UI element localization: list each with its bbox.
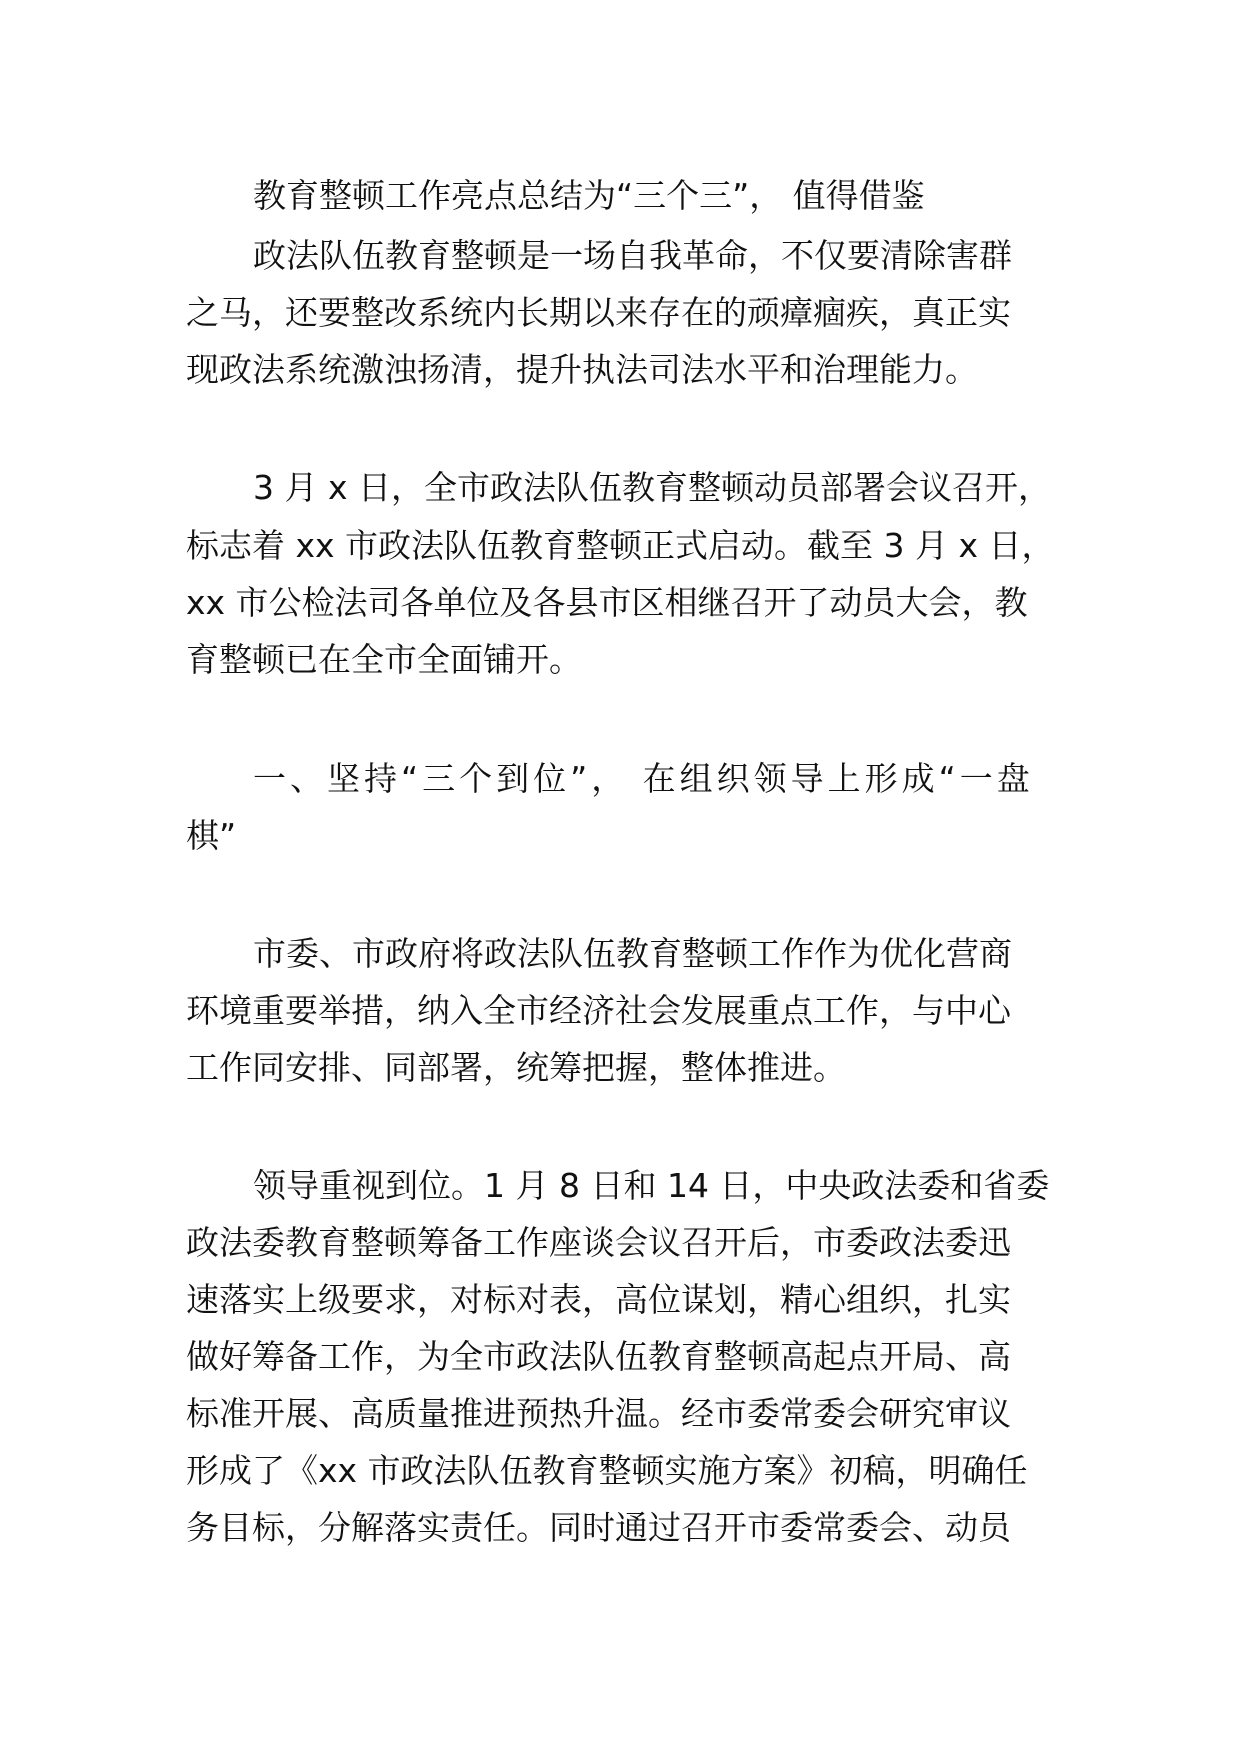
paragraph-line: 工作同安排、同部署，统筹把握，整体推进。 [186, 1048, 846, 1087]
paragraph-line: xx 市公检法司各单位及各县市区相继召开了动员大会，教 [186, 583, 1028, 622]
paragraph-line: 3 月 x 日，全市政法队伍教育整顿动员部署会议召开， [253, 468, 1051, 507]
paragraph-line: 育整顿已在全市全面铺开。 [186, 640, 582, 679]
paragraph-line: 现政法系统激浊扬清，提升执法司法水平和治理能力。 [186, 350, 978, 389]
paragraph-line: 市委、市政府将政法队伍教育整顿工作作为优化营商 [253, 934, 1012, 973]
heading-line: 棋” [186, 816, 237, 855]
paragraph-line: 标准开展、高质量推进预热升温。经市委常委会研究审议 [186, 1394, 1011, 1433]
paragraph-line: 速落实上级要求，对标对表，高位谋划，精心组织，扎实 [186, 1280, 1011, 1319]
paragraph-line: 标志着 xx 市政法队伍教育整顿正式启动。截至 3 月 x 日， [186, 526, 1055, 565]
paragraph-line: 环境重要举措，纳入全市经济社会发展重点工作，与中心 [186, 991, 1011, 1030]
document-title: 教育整顿工作亮点总结为“三个三”， 值得借鉴 [253, 176, 925, 215]
paragraph-line: 政法委教育整顿筹备工作座谈会议召开后，市委政法委迅 [186, 1223, 1011, 1262]
paragraph-line: 领导重视到位。1 月 8 日和 14 日，中央政法委和省委 [253, 1166, 1050, 1205]
paragraph-line: 务目标，分解落实责任。同时通过召开市委常委会、动员 [186, 1508, 1011, 1547]
paragraph-line: 做好筹备工作，为全市政法队伍教育整顿高起点开局、高 [186, 1337, 1011, 1376]
heading-line: 一、坚持“三个到位”， 在组织领导上形成“一盘 [253, 759, 1034, 798]
paragraph-line: 之马，还要整改系统内长期以来存在的顽瘴痼疾，真正实 [186, 293, 1011, 332]
paragraph-line: 政法队伍教育整顿是一场自我革命，不仅要清除害群 [253, 236, 1012, 275]
paragraph-line: 形成了《xx 市政法队伍教育整顿实施方案》初稿，明确任 [186, 1451, 1028, 1490]
